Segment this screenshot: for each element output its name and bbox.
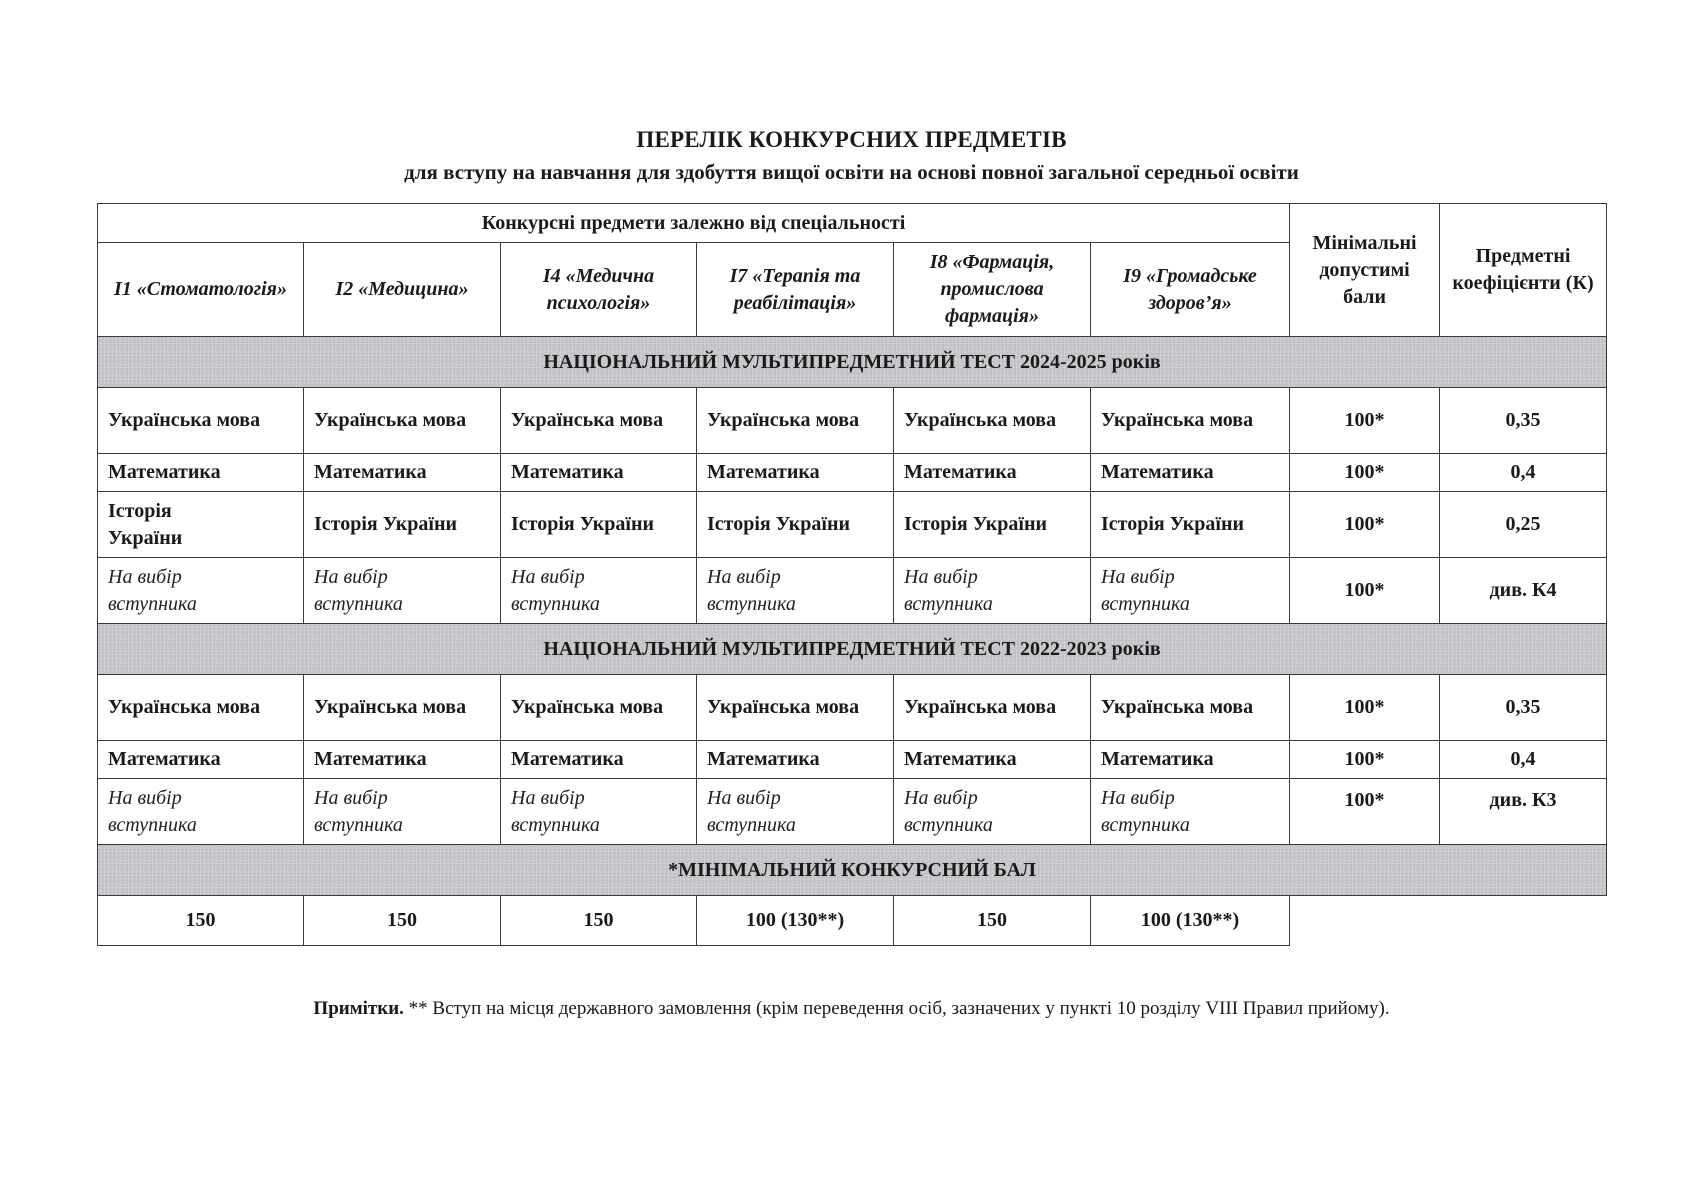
- footnote: [0, 998, 1703, 1020]
- coefficient-cell: 0,4: [1440, 741, 1607, 779]
- table-row: [98, 492, 1607, 558]
- empty-cell: [1440, 896, 1607, 946]
- coefficient-cell: 0,4: [1440, 454, 1607, 492]
- subject-cell: Українська мова: [98, 675, 304, 741]
- subject-cell: Українська мова: [894, 675, 1091, 741]
- min-score-cell: 100*: [1290, 675, 1440, 741]
- subject-cell: Історія України: [501, 492, 697, 558]
- specialty-header-i1: I1 «Стоматологія»: [98, 243, 304, 337]
- subject-cell: Українська мова: [697, 675, 894, 741]
- min-scores-header: Мінімальні допустимі бали: [1290, 204, 1440, 337]
- elective-cell: На вибір вступника: [894, 558, 1091, 624]
- subject-cell: Математика: [98, 454, 304, 492]
- elective-cell: На вибір вступника: [697, 558, 894, 624]
- min-score-cell: 100*: [1290, 492, 1440, 558]
- specialty-header-i4: I4 «Медична психологія»: [501, 243, 697, 337]
- subject-cell: Математика: [304, 741, 501, 779]
- min-score-cell: 100*: [1290, 388, 1440, 454]
- subject-cell: Математика: [501, 741, 697, 779]
- subject-cell: Математика: [894, 454, 1091, 492]
- subject-cell: Українська мова: [697, 388, 894, 454]
- subject-cell: Математика: [1091, 741, 1290, 779]
- elective-cell: На вибір вступника: [1091, 779, 1290, 845]
- elective-cell: На вибір вступника: [501, 779, 697, 845]
- subject-cell: Українська мова: [304, 675, 501, 741]
- coefficients-header: Предметні коефіцієнти (К): [1440, 204, 1607, 337]
- section-title: НАЦІОНАЛЬНИЙ МУЛЬТИПРЕДМЕТНИЙ ТЕСТ 2022-2023 років: [98, 624, 1607, 675]
- elective-cell: На вибір вступника: [304, 779, 501, 845]
- min-score-cell: 100*: [1290, 779, 1440, 845]
- section-band-2022-2023: [98, 624, 1607, 675]
- subject-cell: Історія України: [894, 492, 1091, 558]
- elective-cell: На вибір вступника: [894, 779, 1091, 845]
- section-band-min-score: [98, 845, 1607, 896]
- coefficient-cell: 0,25: [1440, 492, 1607, 558]
- subject-cell: Історія України: [98, 492, 304, 558]
- subject-cell: Математика: [98, 741, 304, 779]
- min-competitive-score-i7: 100 (130**): [697, 896, 894, 946]
- coefficient-cell: 0,35: [1440, 675, 1607, 741]
- footnote-text: ** Вступ на місця державного замовлення (крім переведення осіб, зазначених у пункті 10 розділу VIII Правил прийому).: [403, 998, 1390, 1019]
- min-score-cell: 100*: [1290, 558, 1440, 624]
- subject-cell: Математика: [501, 454, 697, 492]
- table-row: [98, 779, 1607, 845]
- min-competitive-score-title: *МІНІМАЛЬНИЙ КОНКУРСНИЙ БАЛ: [98, 845, 1607, 896]
- section-title: НАЦІОНАЛЬНИЙ МУЛЬТИПРЕДМЕТНИЙ ТЕСТ 2024-2025 років: [98, 337, 1607, 388]
- elective-cell: На вибір вступника: [501, 558, 697, 624]
- section-band-2024-2025: [98, 337, 1607, 388]
- coefficient-cell: 0,35: [1440, 388, 1607, 454]
- min-competitive-score-i4: 150: [501, 896, 697, 946]
- group-header: Конкурсні предмети залежно від спеціальності: [98, 204, 1290, 243]
- document-subtitle: для вступу на навчання для здобуття вищої освіти на основі повної загальної середньої освіти: [404, 160, 1299, 184]
- subject-cell: Математика: [304, 454, 501, 492]
- subject-cell: Математика: [1091, 454, 1290, 492]
- elective-cell: На вибір вступника: [1091, 558, 1290, 624]
- subject-cell: Математика: [697, 741, 894, 779]
- specialty-header-i2: I2 «Медицина»: [304, 243, 501, 337]
- specialty-header-i7: I7 «Терапія та реабілітація»: [697, 243, 894, 337]
- specialty-header-i9: I9 «Громадське здоров’я»: [1091, 243, 1290, 337]
- coefficient-cell: див. К3: [1440, 779, 1607, 845]
- coefficient-cell: див. К4: [1440, 558, 1607, 624]
- table-row: [98, 454, 1607, 492]
- min-score-cell: 100*: [1290, 741, 1440, 779]
- subject-cell: Українська мова: [1091, 388, 1290, 454]
- table-row: [98, 675, 1607, 741]
- min-competitive-score-row: [98, 896, 1607, 946]
- elective-cell: На вибір вступника: [98, 558, 304, 624]
- subject-cell: Українська мова: [501, 675, 697, 741]
- footnote-label: Примітки.: [313, 998, 404, 1019]
- subject-cell: Українська мова: [1091, 675, 1290, 741]
- elective-cell: На вибір вступника: [98, 779, 304, 845]
- min-competitive-score-i2: 150: [304, 896, 501, 946]
- table-row: [98, 558, 1607, 624]
- elective-cell: На вибір вступника: [697, 779, 894, 845]
- header-row-group: [98, 204, 1607, 243]
- empty-cell: [1290, 896, 1440, 946]
- subject-cell: Математика: [894, 741, 1091, 779]
- subject-cell: Українська мова: [304, 388, 501, 454]
- document-title: ПЕРЕЛІК КОНКУРСНИХ ПРЕДМЕТІВ: [636, 127, 1067, 152]
- subject-cell: Історія України: [304, 492, 501, 558]
- table-row: [98, 741, 1607, 779]
- subject-cell: Історія України: [697, 492, 894, 558]
- subject-cell: Математика: [697, 454, 894, 492]
- specialty-header-i8: I8 «Фармація, промислова фармація»: [894, 243, 1091, 337]
- min-competitive-score-i8: 150: [894, 896, 1091, 946]
- subject-cell: Історія України: [1091, 492, 1290, 558]
- table-row: [98, 388, 1607, 454]
- subject-cell: Українська мова: [894, 388, 1091, 454]
- competitive-subjects-table: [97, 203, 1607, 946]
- subject-cell: Українська мова: [501, 388, 697, 454]
- subject-cell: Українська мова: [98, 388, 304, 454]
- elective-cell: На вибір вступника: [304, 558, 501, 624]
- min-score-cell: 100*: [1290, 454, 1440, 492]
- min-competitive-score-i1: 150: [98, 896, 304, 946]
- min-competitive-score-i9: 100 (130**): [1091, 896, 1290, 946]
